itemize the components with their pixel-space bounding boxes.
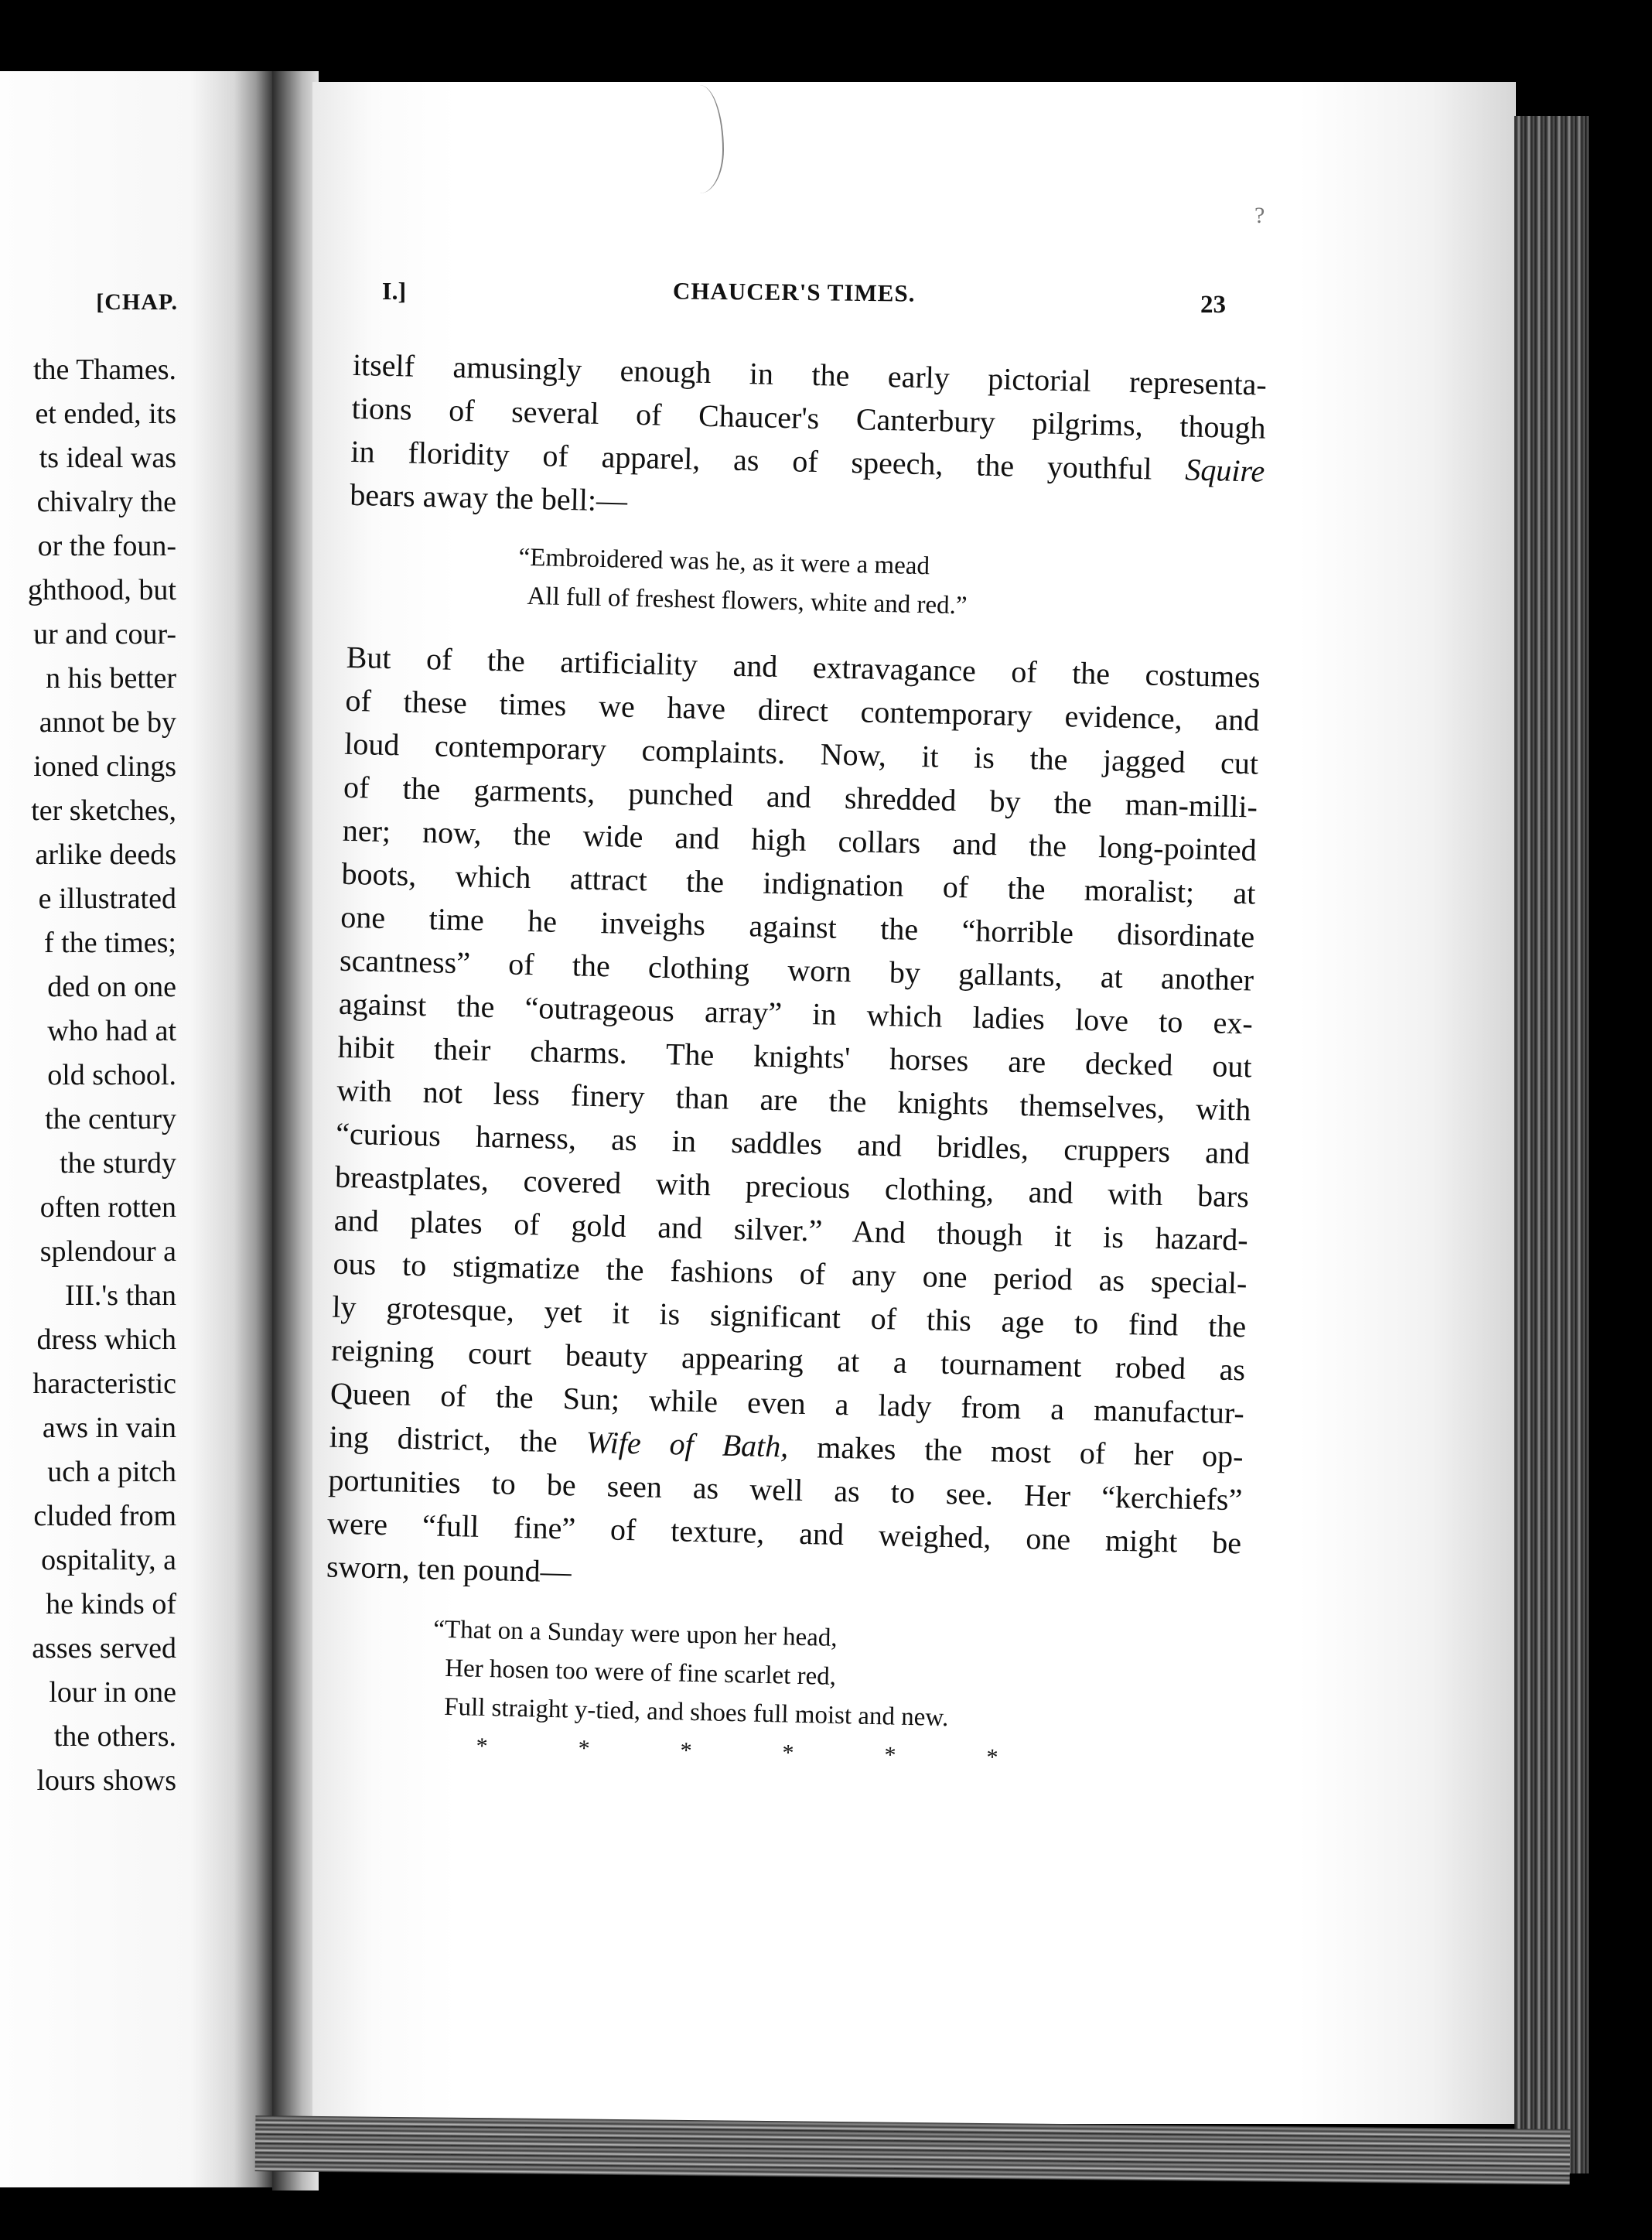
- asterisk: *: [680, 1737, 692, 1764]
- left-line: the century: [45, 1103, 176, 1135]
- verse-line: All full of freshest flowers, white and red.”: [527, 582, 968, 620]
- left-line: ter sketches,: [31, 794, 176, 827]
- body-line: ner; now, the wide and high collars and the long-pointed: [342, 812, 1258, 868]
- body-line: portunities to be seen as well as to see. Her “kerchiefs”: [328, 1462, 1243, 1518]
- left-line: lours shows: [36, 1764, 176, 1797]
- right-page: [312, 82, 1516, 2124]
- running-title: CHAUCER'S TIMES.: [672, 277, 916, 307]
- left-line: annot be by: [39, 706, 176, 739]
- page-number: 23: [1200, 291, 1226, 319]
- book-gutter: [272, 71, 319, 2190]
- left-line: haracteristic: [32, 1368, 176, 1400]
- chapter-mark: I.]: [382, 277, 407, 305]
- left-page-text: [28, 348, 176, 1803]
- asterisk: *: [782, 1740, 794, 1766]
- squire-italic: Squire: [1184, 452, 1265, 489]
- asterisk-row: [430, 1724, 1043, 1781]
- left-line: lour in one: [49, 1676, 176, 1709]
- body-line: ous to stigmatize the fashions of any one period as special-: [333, 1245, 1248, 1301]
- body-line: itself amusingly enough in the early pictorial representa-: [352, 347, 1268, 402]
- left-line: he kinds of: [46, 1588, 176, 1620]
- bottom-page-edge: [255, 2115, 1571, 2185]
- left-line: f the times;: [44, 927, 176, 959]
- verse-line: “That on a Sunday were upon her head,: [432, 1615, 838, 1652]
- line-text: makes the most of her op-: [816, 1429, 1244, 1474]
- left-line: chivalry the: [36, 486, 176, 518]
- left-line: dress which: [36, 1323, 176, 1356]
- left-line: aws in vain: [42, 1412, 176, 1444]
- asterisk: *: [578, 1735, 590, 1762]
- left-line: n his better: [46, 662, 176, 695]
- asterisk: *: [986, 1744, 998, 1770]
- line-text: in floridity of apparel, as of speech, the youthful: [350, 433, 1152, 487]
- left-facing-page: [0, 71, 272, 2187]
- page-edge-stack: [1514, 116, 1589, 2173]
- body-line: loud contemporary complaints. Now, it is the jagged cut: [343, 726, 1259, 781]
- asterisk: *: [884, 1742, 896, 1768]
- paper-crease: [676, 85, 724, 193]
- left-line: arlike deeds: [35, 838, 176, 871]
- left-line: et ended, its: [35, 398, 176, 430]
- body-line: scantness” of the clothing worn by gallants, at another: [339, 942, 1254, 998]
- left-line: ts ideal was: [39, 442, 176, 474]
- body-line: Queen of the Sun; while even a lady from a manufactur-: [329, 1375, 1245, 1431]
- body-line: bears away the bell:—: [349, 476, 628, 518]
- left-line: often rotten: [39, 1191, 176, 1224]
- left-line: asses served: [32, 1632, 176, 1665]
- left-line: ospitality, a: [41, 1544, 176, 1576]
- body-line: one time he inveighs against the “horrible disordinate: [340, 899, 1255, 954]
- left-line: splendour a: [39, 1235, 176, 1268]
- left-line: old school.: [47, 1059, 176, 1091]
- left-line: ded on one: [47, 971, 176, 1003]
- body-line: boots, which attract the indignation of the moralist; at: [341, 855, 1256, 911]
- wife-of-bath-italic: Wife of Bath,: [585, 1424, 789, 1464]
- body-line: against the “outrageous array” in which ladies love to ex-: [338, 985, 1254, 1041]
- left-line: the Thames.: [32, 353, 176, 386]
- asterisk: *: [476, 1733, 488, 1760]
- body-line: breastplates, covered with precious clothing, and with bars: [334, 1159, 1250, 1214]
- left-line: cluded from: [33, 1500, 176, 1532]
- left-line: ioned clings: [33, 750, 176, 783]
- line-text: ing district, the: [329, 1419, 558, 1460]
- verse-line: Full straight y-tied, and shoes full moist and new.: [443, 1692, 949, 1733]
- verse-line: “Embroidered was he, as it were a mead: [518, 543, 930, 581]
- body-line: ly grotesque, yet it is significant of this age to find the: [331, 1289, 1247, 1344]
- left-line: who had at: [47, 1015, 176, 1047]
- body-line: tions of several of Chaucer's Canterbury pilgrims, though: [351, 390, 1267, 446]
- body-line: and plates of gold and silver.” And though it is hazard-: [333, 1202, 1249, 1258]
- left-line: the others.: [53, 1720, 176, 1753]
- left-line: the sturdy: [60, 1147, 176, 1180]
- body-line: with not less finery than are the knights themselves, with: [336, 1072, 1251, 1128]
- left-line: ur and cour-: [33, 618, 176, 650]
- body-line: But of the artificiality and extravagance of the costumes: [346, 639, 1261, 695]
- body-line: were “full fine” of texture, and weighed, one might be: [326, 1505, 1242, 1561]
- left-line: e illustrated: [38, 883, 176, 915]
- body-line: reigning court beauty appearing at a tournament robed as: [330, 1332, 1246, 1388]
- verse-line: Her hosen too were of fine scarlet red,: [444, 1654, 837, 1691]
- left-running-head: [CHAP.: [96, 289, 178, 315]
- corner-mark: ?: [1254, 203, 1265, 228]
- left-line: uch a pitch: [47, 1456, 176, 1488]
- left-line: III.'s than: [64, 1279, 176, 1312]
- body-line: of these times we have direct contemporary evidence, and: [345, 682, 1260, 738]
- body-line: “curious harness, as in saddles and bridles, cruppers and: [335, 1115, 1251, 1171]
- body-line: sworn, ten pound—: [326, 1549, 572, 1590]
- left-line: ghthood, but: [27, 574, 176, 606]
- left-line: or the foun-: [37, 530, 176, 562]
- body-line: of the garments, punched and shredded by the man-milli-: [343, 769, 1258, 825]
- body-line: hibit their charms. The knights' horses are decked out: [337, 1029, 1252, 1084]
